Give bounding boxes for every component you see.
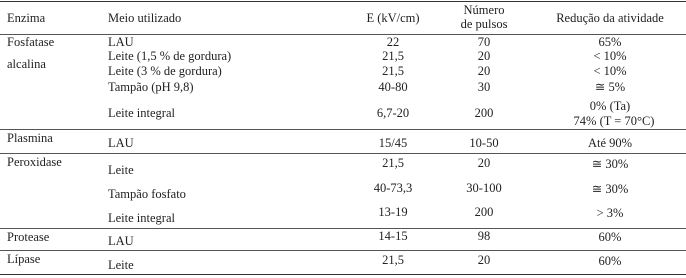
cell-medium: Tampão (pH 9,8) bbox=[108, 80, 194, 94]
cell-pulses: 20 bbox=[477, 49, 491, 63]
cell-field: 14-15 bbox=[378, 229, 408, 243]
cell-reduction: 0% (Ta) bbox=[589, 99, 631, 113]
cell-field: 6,7-20 bbox=[376, 106, 410, 120]
cell-medium: Leite integral bbox=[108, 211, 175, 225]
header-pulses-line1: Número bbox=[463, 3, 505, 17]
cell-reduction: ≅ 30% bbox=[591, 182, 629, 196]
cell-medium: Leite (1,5 % de gordura) bbox=[108, 49, 232, 63]
cell-reduction: Até 90% bbox=[587, 136, 633, 150]
cell-pulses: 20 bbox=[477, 156, 491, 170]
enzyme-name: alcalina bbox=[7, 57, 46, 71]
header-enzyme: Enzima bbox=[7, 11, 46, 25]
enzyme-name: Peroxidase bbox=[7, 155, 62, 169]
enzyme-name: Lípase bbox=[7, 252, 41, 266]
header-bottom-rule bbox=[0, 34, 686, 35]
cell-pulses: 98 bbox=[477, 229, 491, 243]
cell-pulses: 30 bbox=[477, 80, 491, 94]
cell-medium: Leite integral bbox=[108, 106, 175, 120]
cell-medium: LAU bbox=[108, 136, 134, 150]
cell-reduction: ≅ 30% bbox=[591, 157, 629, 171]
cell-reduction: < 10% bbox=[593, 64, 627, 78]
cell-pulses: 70 bbox=[477, 35, 491, 49]
cell-field: 13-19 bbox=[378, 205, 408, 219]
cell-pulses: 20 bbox=[477, 64, 491, 78]
cell-reduction: > 3% bbox=[596, 206, 624, 220]
cell-reduction: < 10% bbox=[593, 49, 627, 63]
header-reduction: Redução da atividade bbox=[556, 11, 664, 25]
group-divider bbox=[0, 153, 686, 154]
cell-field: 21,5 bbox=[382, 156, 404, 170]
cell-reduction: 60% bbox=[598, 230, 622, 244]
cell-reduction: 74% (T = 70°C) bbox=[573, 114, 655, 128]
cell-medium: Tampão fosfato bbox=[108, 187, 186, 201]
table-top-rule bbox=[0, 1, 686, 2]
cell-pulses: 200 bbox=[474, 205, 494, 219]
cell-field: 21,5 bbox=[382, 64, 404, 78]
header-medium: Meio utilizado bbox=[108, 11, 182, 25]
header-pulses-line2: de pulsos bbox=[460, 17, 508, 31]
cell-pulses: 10-50 bbox=[469, 136, 499, 150]
enzyme-name: Plasmina bbox=[7, 131, 53, 145]
cell-medium: Leite bbox=[108, 258, 134, 272]
group-divider bbox=[0, 250, 686, 251]
group-divider bbox=[0, 129, 686, 130]
header-field: E (kV/cm) bbox=[366, 11, 420, 25]
group-divider bbox=[0, 228, 686, 229]
cell-medium: Leite (3 % de gordura) bbox=[108, 64, 222, 78]
cell-field: 40-73,3 bbox=[373, 181, 413, 195]
cell-field: 22 bbox=[386, 35, 400, 49]
cell-reduction: ≅ 5% bbox=[594, 80, 626, 94]
cell-reduction: 65% bbox=[598, 35, 622, 49]
cell-field: 15/45 bbox=[378, 136, 408, 150]
cell-pulses: 20 bbox=[477, 253, 491, 267]
cell-field: 21,5 bbox=[382, 253, 404, 267]
enzyme-name: Protease bbox=[7, 230, 50, 244]
cell-field: 21,5 bbox=[382, 49, 404, 63]
cell-pulses: 200 bbox=[474, 106, 494, 120]
cell-medium: LAU bbox=[108, 35, 134, 49]
cell-medium: Leite bbox=[108, 163, 134, 177]
enzyme-name: Fosfatase bbox=[7, 35, 55, 49]
cell-field: 40-80 bbox=[378, 80, 408, 94]
cell-pulses: 30-100 bbox=[466, 181, 502, 195]
table-bottom-rule bbox=[0, 274, 686, 275]
cell-reduction: 60% bbox=[598, 254, 622, 268]
cell-medium: LAU bbox=[108, 234, 134, 248]
